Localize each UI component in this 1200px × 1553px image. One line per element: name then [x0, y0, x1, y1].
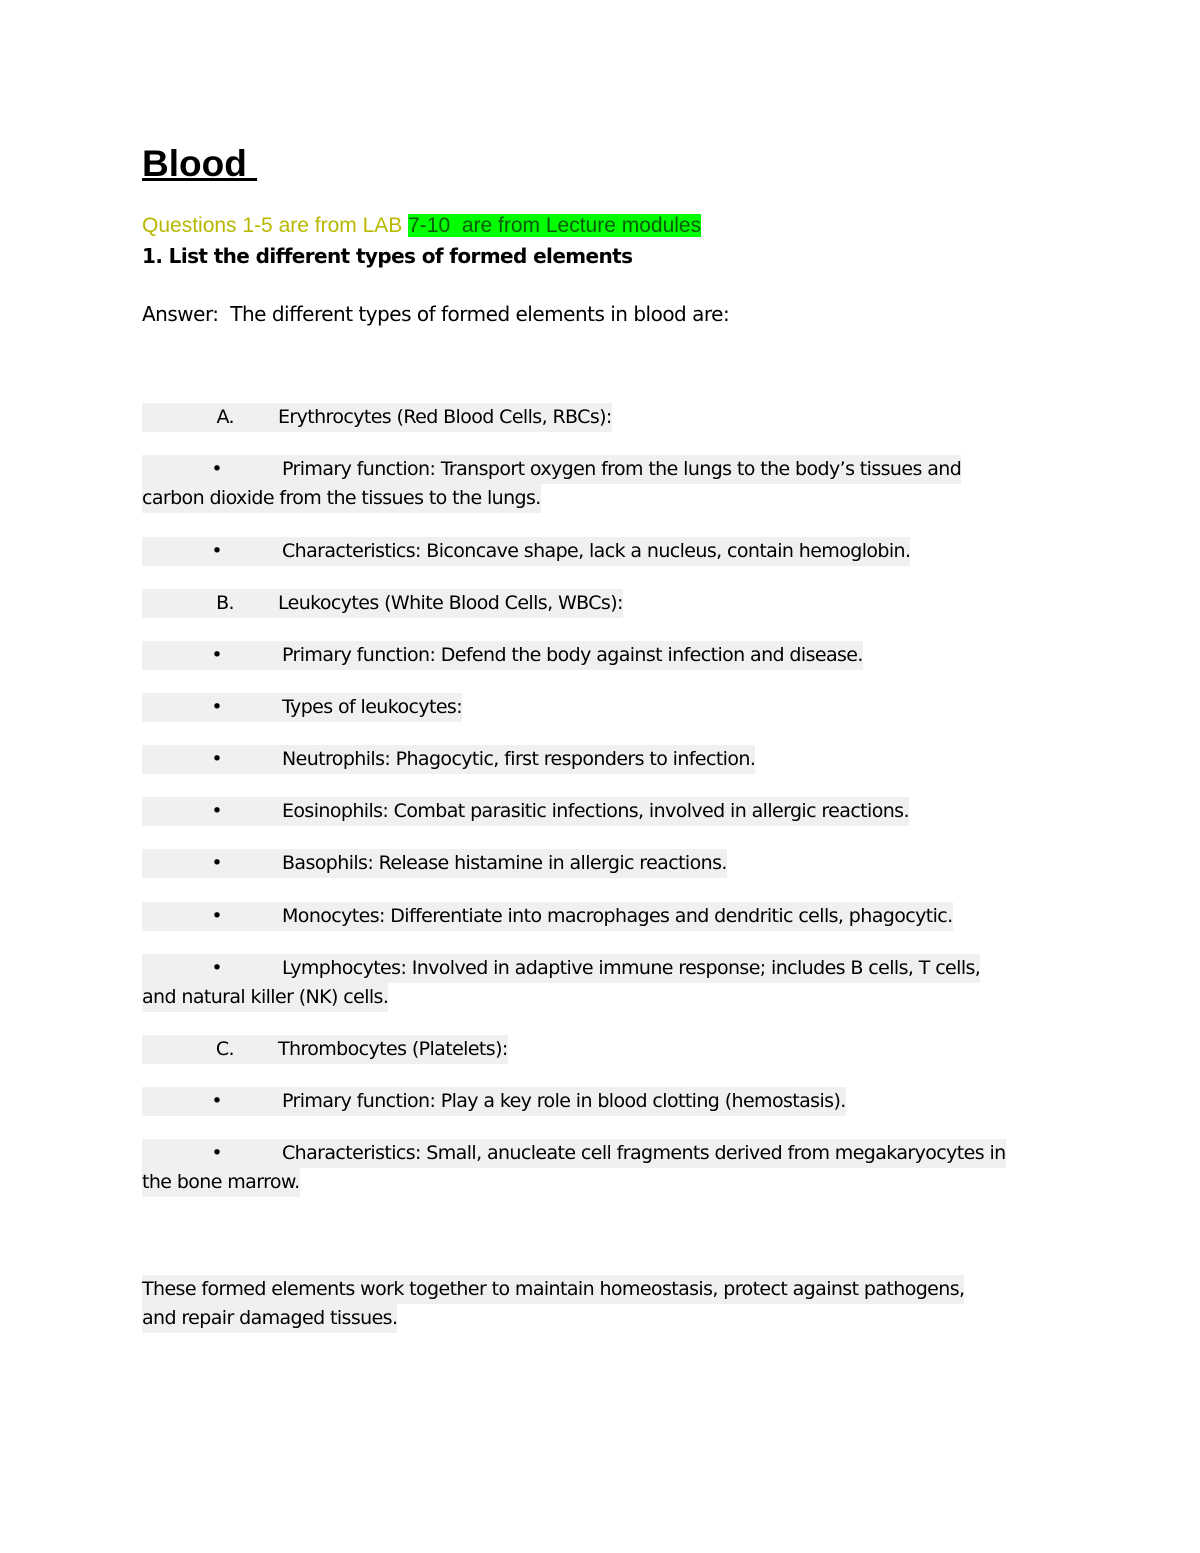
- list-item-text-cont: and natural killer (NK) cells.: [142, 986, 389, 1008]
- question-heading: 1. List the different types of formed elements: [142, 244, 633, 268]
- list-item-text-cont: the bone marrow.: [142, 1171, 300, 1193]
- list-item-text: Primary function: Transport oxygen from the lungs to the body’s tissues and: [282, 458, 962, 480]
- list-item-text: Leukocytes (White Blood Cells, WBCs):: [278, 592, 623, 614]
- list-item-platelet-function: [142, 1087, 846, 1116]
- questions-source-note: [142, 212, 701, 240]
- list-item-text: Eosinophils: Combat parasitic infections, involved in allergic reactions.: [282, 800, 909, 822]
- answer-intro: Answer: The different types of formed elements in blood are:: [142, 302, 730, 326]
- list-item-thrombocytes: [142, 1035, 508, 1064]
- bullet-icon: •: [211, 540, 222, 562]
- list-item-erythrocytes: [142, 403, 612, 432]
- list-item-platelet-characteristics: [142, 1139, 1006, 1197]
- list-item-text: Lymphocytes: Involved in adaptive immune response; includes B cells, T cells,: [282, 957, 981, 979]
- closing-line-1: These formed elements work together to maintain homeostasis, protect against pathogens,: [142, 1275, 964, 1304]
- list-item-monocytes: [142, 902, 953, 931]
- bullet-icon: •: [211, 458, 222, 480]
- lab-note: Questions 1-5 are from LAB: [142, 214, 409, 237]
- closing-line-2: and repair damaged tissues.: [142, 1304, 397, 1333]
- list-item-leukocytes: [142, 589, 623, 618]
- bullet-icon: •: [211, 800, 222, 822]
- list-item-text: Basophils: Release histamine in allergic reactions.: [282, 852, 727, 874]
- list-item-rbc-function: [142, 455, 961, 513]
- list-item-eosinophils: [142, 797, 909, 826]
- list-item-text: Erythrocytes (Red Blood Cells, RBCs):: [278, 406, 612, 428]
- bullet-icon: •: [211, 748, 222, 770]
- list-item-text: Types of leukocytes:: [282, 696, 463, 718]
- list-marker: A.: [216, 406, 234, 428]
- list-item-rbc-characteristics: [142, 537, 910, 566]
- list-item-lymphocytes: [142, 954, 980, 1012]
- bullet-icon: •: [211, 644, 222, 666]
- list-item-text: Primary function: Play a key role in blood clotting (hemostasis).: [282, 1090, 846, 1112]
- document-title: Blood: [142, 143, 258, 184]
- bullet-icon: •: [211, 1090, 222, 1112]
- bullet-icon: •: [211, 905, 222, 927]
- list-item-neutrophils: [142, 745, 755, 774]
- list-item-basophils: [142, 849, 727, 878]
- list-item-wbc-types: [142, 693, 462, 722]
- bullet-icon: •: [211, 1142, 222, 1164]
- list-item-text: Monocytes: Differentiate into macrophages and dendritic cells, phagocytic.: [282, 905, 953, 927]
- list-item-text: Characteristics: Biconcave shape, lack a nucleus, contain hemoglobin.: [282, 540, 911, 562]
- list-item-text: Primary function: Defend the body against infection and disease.: [282, 644, 863, 666]
- list-item-text: Thrombocytes (Platelets):: [278, 1038, 508, 1060]
- bullet-icon: •: [211, 852, 222, 874]
- bullet-icon: •: [211, 957, 222, 979]
- closing-paragraph: [142, 1275, 964, 1333]
- bullet-icon: •: [211, 696, 222, 718]
- list-item-text: Characteristics: Small, anucleate cell fragments derived from megakaryocytes in: [282, 1142, 1006, 1164]
- lecture-note: 7-10 are from Lecture modules: [408, 214, 702, 237]
- list-item-text: Neutrophils: Phagocytic, first responders to infection.: [282, 748, 756, 770]
- list-marker: C.: [215, 1038, 234, 1060]
- list-item-wbc-function: [142, 641, 863, 670]
- list-marker: B.: [216, 592, 234, 614]
- list-item-text-cont: carbon dioxide from the tissues to the lungs.: [142, 487, 541, 509]
